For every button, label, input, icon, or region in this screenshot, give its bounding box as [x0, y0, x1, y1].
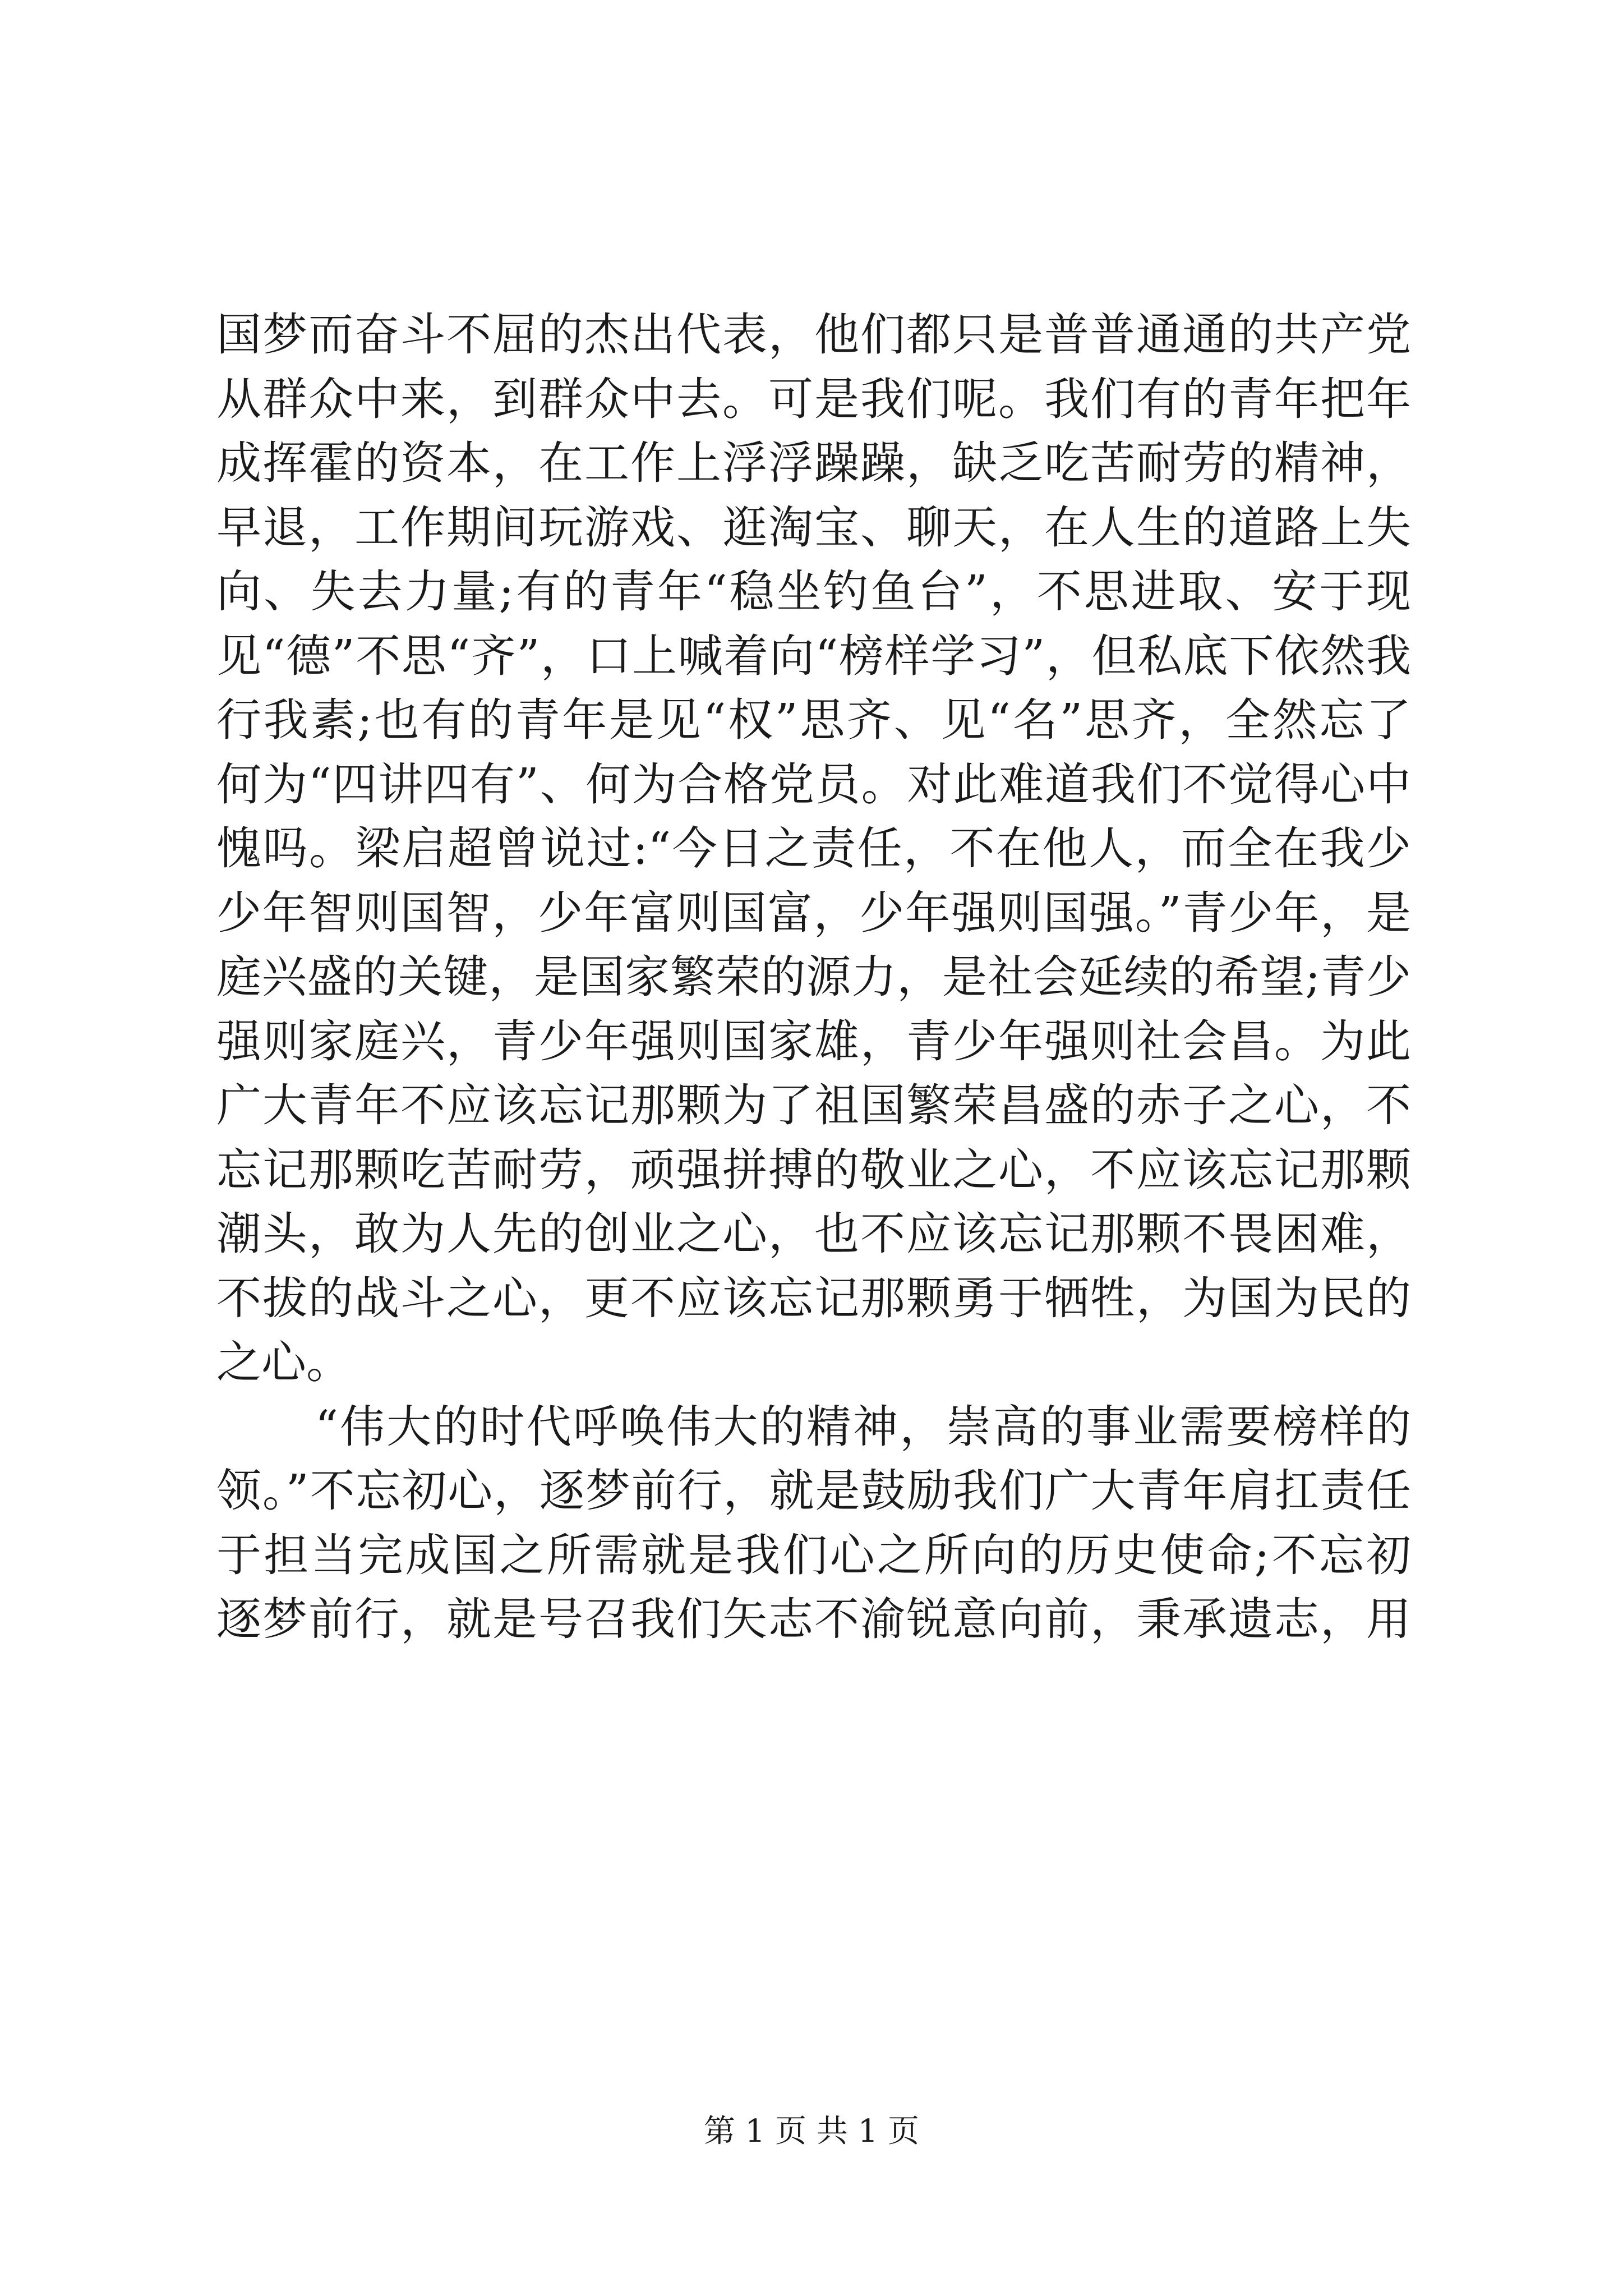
text-line: 于担当完成国之所需就是我们心之所向的历史使命;不忘初 [216, 1529, 1411, 1581]
page-number-footer: 第 1 页 共 1 页 [703, 2113, 920, 2150]
paragraph-first-line: “伟大的时代呼唤伟大的精神，崇高的事业需要榜样的 [315, 1400, 1411, 1453]
text-line: 强则家庭兴，青少年强则国家雄，青少年强则社会昌。为此 [216, 1015, 1411, 1068]
text-line: 行我素;也有的青年是见“权”思齐、见“名”思齐，全然忘了 [216, 694, 1411, 746]
text-line: 见“德”不思“齐”，口上喊着向“榜样学习”，但私底下依然我 [216, 629, 1411, 682]
text-line: 少年智则国智，少年富则国富，少年强则国强。”青少年，是 [216, 886, 1411, 939]
text-line: 不拔的战斗之心，更不应该忘记那颗勇于牺牲，为国为民的 [216, 1272, 1411, 1324]
text-line: 领。”不忘初心，逐梦前行，就是鼓励我们广大青年肩扛责任 [216, 1465, 1411, 1517]
text-line: 潮头，敢为人先的创业之心，也不应该忘记那颗不畏困难， [216, 1208, 1411, 1260]
text-line: 忘记那颗吃苦耐劳，顽强拼搏的敬业之心，不应该忘记那颗 [216, 1143, 1411, 1196]
text-line: 早退，工作期间玩游戏、逛淘宝、聊天，在人生的道路上失 [216, 501, 1411, 554]
text-line: 愧吗。梁启超曾说过:“今日之责任，不在他人，而全在我少 [216, 822, 1411, 875]
text-line: 广大青年不应该忘记那颗为了祖国繁荣昌盛的赤子之心，不 [216, 1079, 1411, 1131]
text-line: 庭兴盛的关键，是国家繁荣的源力，是社会延续的希望;青少 [216, 951, 1411, 1003]
text-line: 向、失去力量;有的青年“稳坐钓鱼台”，不思进取、安于现 [216, 565, 1411, 618]
text-line: 何为“四讲四有”、何为合格党员。对此难道我们不觉得心中 [216, 758, 1411, 811]
text-line: 逐梦前行，就是号召我们矢志不渝锐意向前，秉承遗志，用 [216, 1593, 1411, 1645]
text-line: 国梦而奋斗不屈的杰出代表，他们都只是普普通通的共产党 [216, 309, 1411, 361]
text-line: 从群众中来，到群众中去。可是我们呢。我们有的青年把年 [216, 372, 1411, 425]
body-text [216, 303, 1411, 1652]
text-line: 之心。 [216, 1336, 351, 1388]
text-line: 成挥霍的资本，在工作上浮浮躁躁，缺乏吃苦耐劳的精神， [216, 437, 1411, 489]
